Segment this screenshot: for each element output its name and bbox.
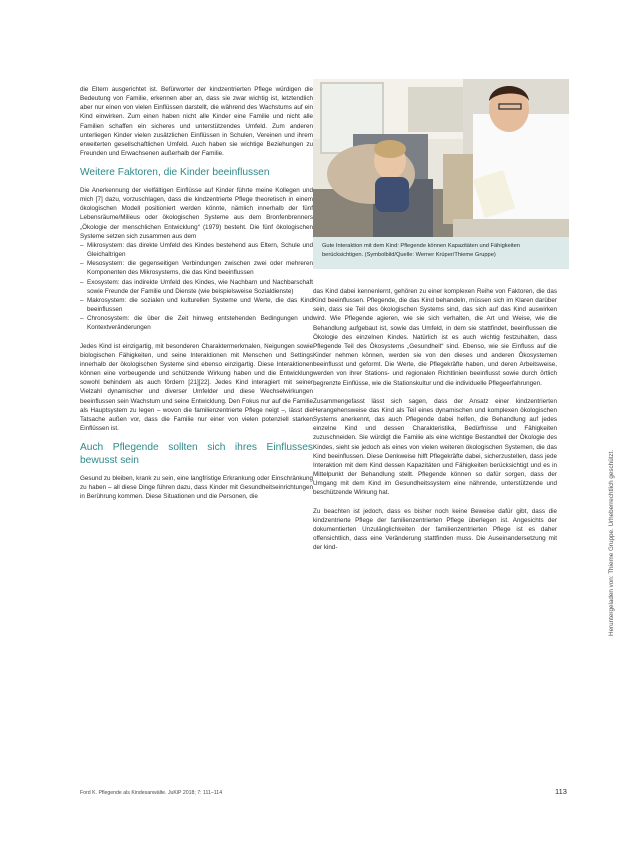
healthcare-paragraph: Gesund zu bleiben, krank zu sein, eine langfristige Erkrankung oder Einschränkung zu haben – all diese Dinge führen dazu, dass Kinder mit Gesundheitseinrichtungen in Berührung kommen. Diese Situationen und die Personen, die bbox=[80, 474, 313, 500]
list-item: – Chronosystem: die über die Zeit hinweg entstehenden Bedingungen und Kontextveränderungen bbox=[80, 314, 313, 332]
section-heading-nurses: Auch Pflegende sollten sich ihres Einflusses bewusst sein bbox=[80, 442, 313, 466]
ecological-systems-list bbox=[80, 241, 313, 333]
footer-citation: Ford K. Pflegende als Kindesanwälte. JuKiP 2018; 7: 111–114 bbox=[80, 790, 223, 796]
section-heading-factors: Weitere Faktoren, die Kinder beeinflussen bbox=[80, 167, 270, 179]
uniqueness-paragraph: Jedes Kind ist einzigartig, mit besonderen Charaktermerkmalen, Neigungen sowie biologischen Fähigkeiten, und seine Interaktionen mit Menschen und Settings innerhalb der ökologischen Systeme sind ebenso einzigartig. Diese Interaktionen können eine vorbeugende und schützende Wirkung haben und die Entwicklung sowohl behindern als auch fördern [21][22]. Jedes Kind interagiert mit seiner Vielzahl dynamischer und diverser Umfelder und diese Wechselwirkungen beeinflussen sein Wachstum und seine Entwicklung. Den Fokus nur auf die Familie als Hauptsystem zu legen – wovon die familienzentrierte Pflege neigt –, lässt die Tatsache außen vor, dass die Familie nur einer von vielen potenziell starken Einflüssen ist. bbox=[80, 342, 313, 433]
right-column bbox=[313, 287, 557, 553]
nurse-child-photo bbox=[313, 79, 569, 237]
right-paragraph-3: Zu beachten ist jedoch, dass es bisher noch keine Beweise dafür gibt, dass die kindzentrierte Pflege der familienzentrierten Pflege überlegen ist. Angesichts der dokumentierten Unzulänglichkeiten der familienzentrierten Pflege ist es daher offensichtlich, dass eine Veränderung stattfinden muss. Die Auseinandersetzung mit der kind- bbox=[313, 507, 557, 552]
list-item: – Mesosystem: die gegenseitigen Verbindungen zwischen zwei oder mehreren Komponenten des Mikrosystems, die das Kind beeinflussen bbox=[80, 259, 313, 277]
left-column bbox=[80, 85, 313, 501]
download-notice-text: Heruntergeladen von: Thieme Gruppe. Urheberrechtlich geschützt. bbox=[608, 449, 615, 636]
right-paragraph-2: Zusammengefasst lässt sich sagen, dass der Ansatz einer kindzentrierten Herangehensweise das Kind als Teil eines dynamischen und komplexen ökologischen Systems anerkennt, das auch Pflegende dabei helfen, die Behandlung auf jedes einzelne Kind und dessen Charakteristika, Bedürfnisse und Fähigkeiten zuzuschneiden. Sie würdigt die Familie als eine wichtige Bestandteil der Ökologie des Kindes, sieht sie jedoch als eines von vielen weiteren ökologischen Systemen, die das Kind beeinflussen. Diese Denkweise hilft Pflegekräfte dabei, sicherzustellen, dass jede Interaktion mit dem Kind dessen Kapazitäten und Fähigkeiten berücksichtigt und es in Mittelpunkt der Behandlung stellt. Pflegende können so dafür sorgen, dass der Umgang mit dem Kind im Gesundheitssystem eine nährende, unterstützende und beschützende Wirkung hat. bbox=[313, 397, 557, 497]
list-item: – Mikrosystem: das direkte Umfeld des Kindes bestehend aus Eltern, Schule und Gleichaltrigen bbox=[80, 241, 313, 259]
intro-paragraph: die Eltern ausgerichtet ist. Befürworter der kindzentrierten Pflege würdigen die Bedeutung von Familie, erkennen aber an, dass sie zwar wichtig ist, letztendlich aber nur einen von vielen Einflüssen darstellt, die während des Wachstums auf ein Kind einwirken. Zum einen haben nicht alle Kinder eine Familie und nicht alle Familien schaffen ein sicheres und unterstützendes Umfeld. Zum anderen unterliegen Kinder vielen zusätzlichen Einflüssen in Schulen, Vereinen und ihrem erweiterten gesellschaftlichen Umfeld. Auch haben sie wichtige Beziehungen zu Freunden und Erwachsenen außerhalb der Familie. bbox=[80, 86, 313, 158]
list-item: – Makrosystem: die sozialen und kulturellen Systeme und Werte, die das Kind beeinflussen bbox=[80, 296, 313, 314]
list-item: – Exosystem: das indirekte Umfeld des Kindes, wie Nachbarn und Nachbarschaft sowie Freunde der Familie und Dienste (wie beispielsweise Sozialdienste) bbox=[80, 278, 313, 296]
right-paragraph-1: das Kind dabei kennenlernt, gehören zu einer komplexen Reihe von Faktoren, die das Kind beeinflussen. Pflegende, die das Kind behandeln, müssen sich im Klaren darüber sein, dass sie Teil des ökologischen Systems sind, das sich auf das Kind auswirken wird. Wie Pflegende agieren, wie sie sich verhalten, die Art und Weise, wie die Behandlung aufgebaut ist, sowie das Umfeld, in dem sie stattfindet, beeinflussen die Ökologie des einzelnen Kindes. Natürlich ist es auch wichtig festzuhalten, dass Pflegende Teil des Ökosystems „Gesundheit“ sind. Ebenso, wie sie Einfluss auf die Kinder nehmen können, werden sie von den dieses und anderen Ökosystemen beeinflusst und geformt. Die Werte, die Pflegekräfte haben, und deren Arbeitsweise, werden von ihrer Stations- und regionalen Richtlinien beeinflusst sowie durch örtlich begrenzte Einflüsse, wie die Stationskultur und die individuelle Pflegeerfahrungen. bbox=[313, 288, 557, 387]
figure-caption: Gute Interaktion mit dem Kind: Pflegende können Kapazitäten und Fähigkeiten berücksichtigen. (Symbolbild/Quelle: Werner Krüper/Thieme Gruppe) bbox=[313, 237, 569, 269]
ecology-paragraph: Die Anerkennung der vielfältigen Einflüsse auf Kinder führte meine Kollegen und mich [7] dazu, vorzuschlagen, dass die kindzentrierte Pflege theoretisch in einem ökologischen Modell positioniert werden könnte, nämlich innerhalb der fünf Lebensräume/Milieus oder ökologischen Systeme aus dem Bronfenbrenners „Ökologie der menschlichen Entwicklung“ (1979) besteht. Die fünf ökologischen Systeme setzen sich zusammen aus dem bbox=[80, 186, 313, 240]
page-number: 113 bbox=[555, 787, 567, 796]
download-notice bbox=[596, 280, 636, 640]
